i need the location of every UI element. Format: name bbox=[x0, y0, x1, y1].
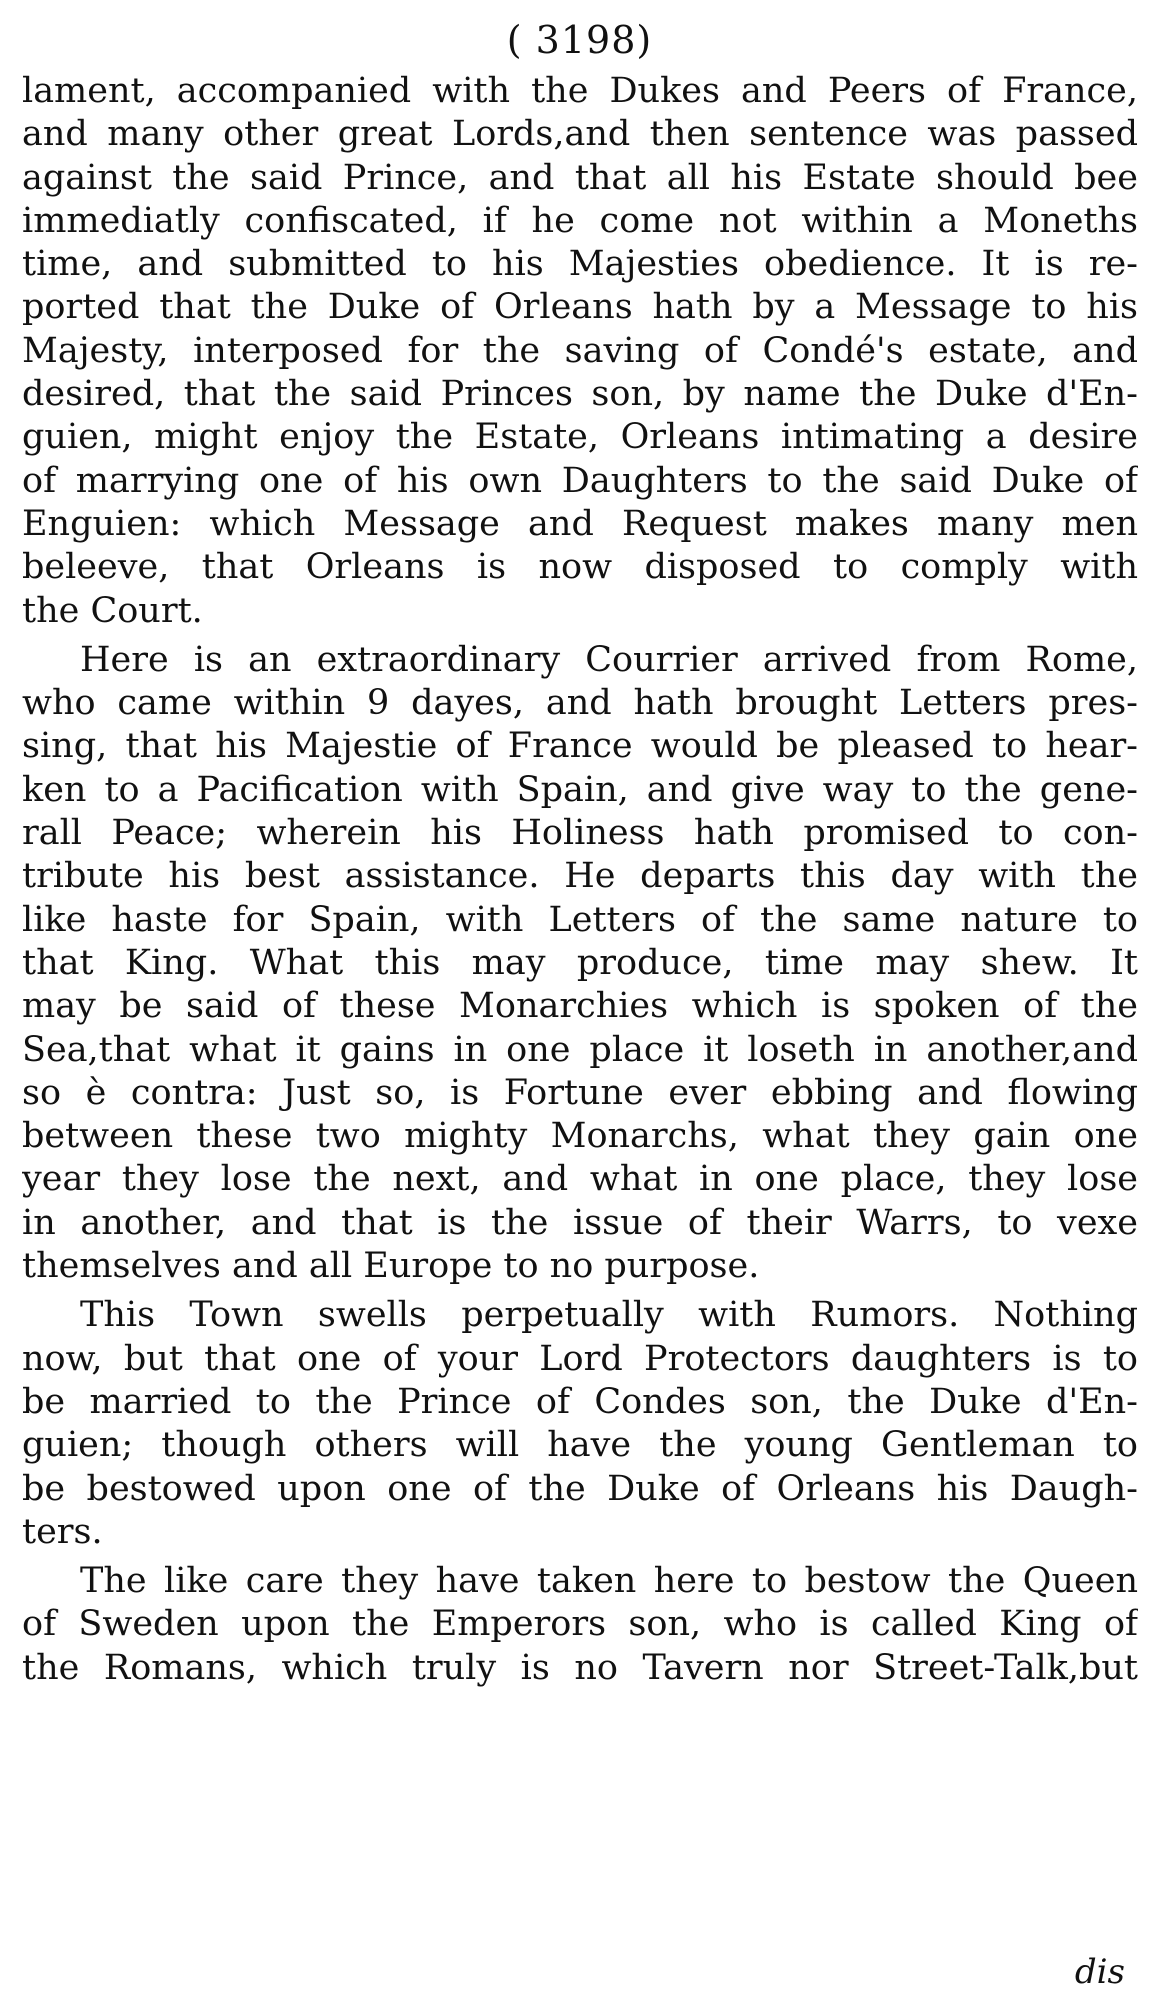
text-line: The like care they have taken here to bestow the Queen bbox=[80, 1561, 1138, 1602]
text-line: tribute his best assistance. He departs this day with the bbox=[22, 856, 1138, 897]
paragraph-4 bbox=[22, 1560, 1138, 1690]
text-line: ters. bbox=[22, 1511, 103, 1552]
text-line: This Town swells perpetually with Rumors. Nothing bbox=[80, 1295, 1138, 1336]
text-line: guien; though others will have the young Gentleman to bbox=[22, 1425, 1138, 1466]
text-line: be bestowed upon one of the Duke of Orleans his Daugh- bbox=[22, 1468, 1138, 1509]
text-line: desired, that the said Princes son, by name the Duke d'En- bbox=[22, 374, 1138, 415]
text-line: now, but that one of your Lord Protectors daughters is to bbox=[22, 1338, 1138, 1379]
page-number: ( 3198) bbox=[506, 18, 653, 62]
paragraph-3 bbox=[22, 1294, 1138, 1554]
text-line: like haste for Spain, with Letters of the same nature to bbox=[22, 899, 1138, 940]
text-line: lament, accompanied with the Dukes and Peers of France, bbox=[22, 71, 1138, 111]
text-line: so è contra: Just so, is Fortune ever ebbing and flowing bbox=[22, 1072, 1138, 1113]
text-line: immediatly confiscated, if he come not within a Moneths bbox=[22, 200, 1138, 241]
paragraph-2 bbox=[22, 639, 1138, 1288]
text-line: Sea,that what it gains in one place it loseth in another,and bbox=[22, 1029, 1138, 1070]
text-line: ken to a Pacification with Spain, and give way to the gene- bbox=[22, 769, 1138, 810]
text-line: and many other great Lords,and then sentence was passed bbox=[22, 114, 1138, 155]
text-line: of Sweden upon the Emperors son, who is called King of bbox=[22, 1604, 1138, 1645]
text-line: in another, and that is the issue of their Warrs, to vexe bbox=[22, 1202, 1138, 1243]
text-line: may be said of these Monarchies which is spoken of the bbox=[22, 986, 1138, 1027]
text-line: ported that the Duke of Orleans hath by a Message to his bbox=[22, 287, 1138, 328]
text-line: that King. What this may produce, time may shew. It bbox=[22, 942, 1138, 983]
text-line: who came within 9 dayes, and hath brought Letters pres- bbox=[22, 683, 1138, 724]
catchword: dis bbox=[1074, 1952, 1125, 1992]
text-line: year they lose the next, and what in one place, they lose bbox=[22, 1159, 1138, 1200]
paragraph-1 bbox=[22, 70, 1138, 633]
text-line: themselves and all Europe to no purpose. bbox=[22, 1246, 760, 1287]
text-line: rall Peace; wherein his Holiness hath promised to con- bbox=[22, 813, 1138, 854]
text-line: Enguien: which Message and Request makes many men bbox=[22, 503, 1138, 544]
text-line: against the said Prince, and that all his Estate should bee bbox=[22, 157, 1138, 198]
text-line: beleeve, that Orleans is now disposed to comply with bbox=[22, 547, 1138, 588]
text-line: of marrying one of his own Daughters to the said Duke of bbox=[22, 460, 1138, 501]
text-line: the Romans, which truly is no Tavern nor Street-Talk,but bbox=[22, 1647, 1138, 1688]
text-line: time, and submitted to his Majesties obedience. It is re- bbox=[22, 244, 1138, 285]
text-line: Here is an extraordinary Courrier arrived from Rome, bbox=[80, 639, 1138, 680]
text-line: guien, might enjoy the Estate, Orleans intimating a desire bbox=[22, 417, 1138, 458]
text-line: Majesty, interposed for the saving of Condé's estate, and bbox=[22, 330, 1138, 371]
body-text bbox=[22, 70, 1138, 1690]
text-line: be married to the Prince of Condes son, the Duke d'En- bbox=[22, 1381, 1138, 1422]
text-line: sing, that his Majestie of France would be pleased to hear- bbox=[22, 726, 1138, 767]
text-line: the Court. bbox=[22, 590, 203, 631]
text-line: between these two mighty Monarchs, what they gain one bbox=[22, 1116, 1138, 1157]
